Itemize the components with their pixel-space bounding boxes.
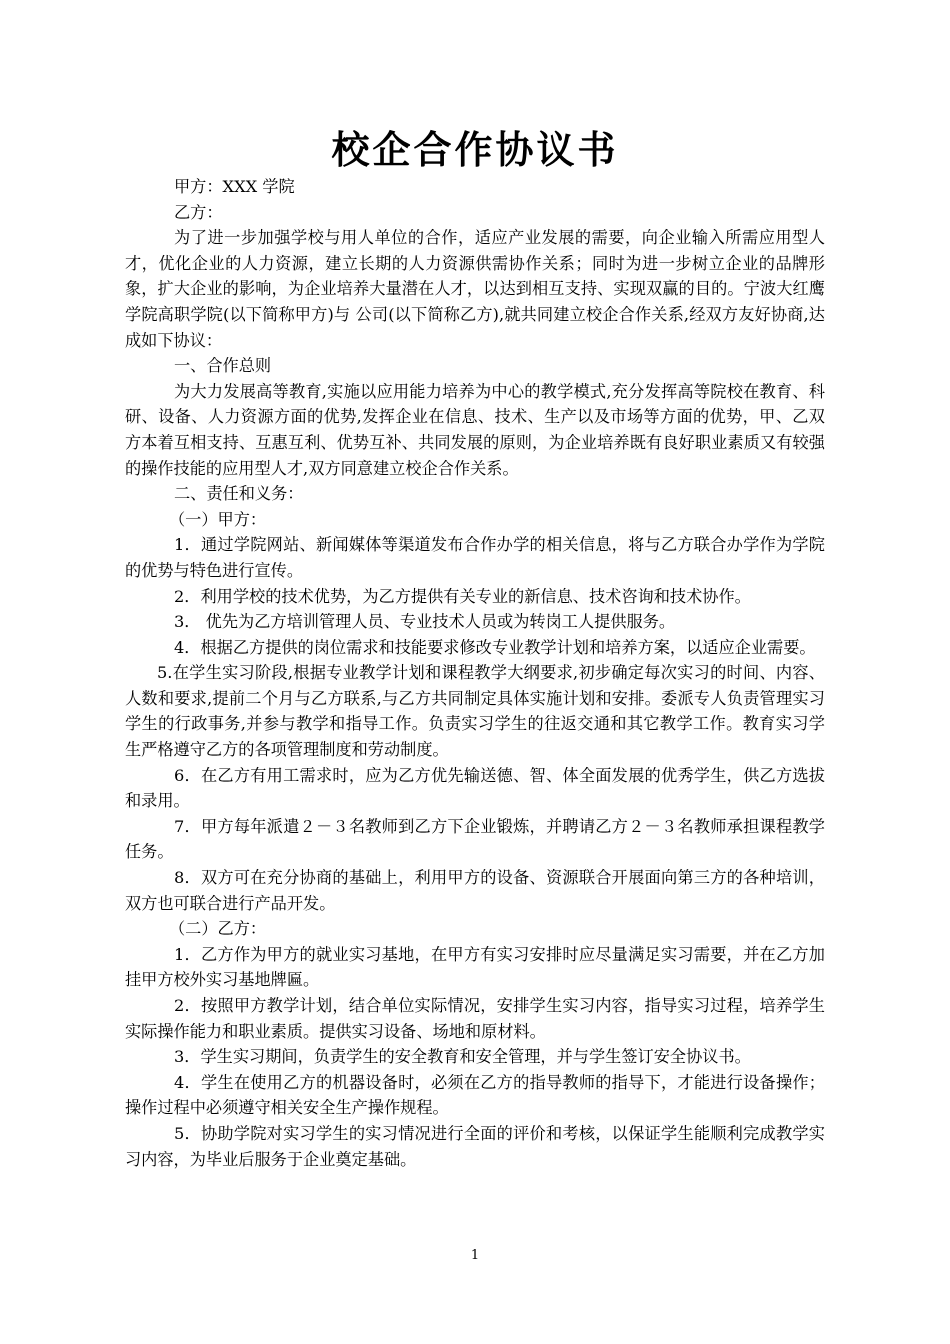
section1-heading: 一、合作总则 bbox=[174, 356, 272, 376]
party-a-item: 7．甲方每年派遣２－３名教师到乙方下企业锻炼，并聘请乙方２－３名教师承担课程教学任务。 bbox=[125, 816, 825, 862]
party-b-item: 1．乙方作为甲方的就业实习基地，在甲方有实习安排时应尽量满足实习需要，并在乙方加挂甲方校外实习基地牌匾。 bbox=[125, 944, 825, 990]
party-a-item: 5.在学生实习阶段,根据专业教学计划和课程教学大纲要求,初步确定每次实习的时间、内容、人数和要求,提前二个月与乙方联系,与乙方共同制定具体实施计划和安排。委派专人负责管理实习学生的行政事务,并参与教学和指导工作。负责实习学生的往返交通和其它教学工作。教育实习学生严格遵守乙方的各项管理制度和劳动制度。 bbox=[125, 663, 825, 760]
party-a-item: 2．利用学校的技术优势，为乙方提供有关专业的新信息、技术咨询和技术协作。 bbox=[174, 586, 751, 606]
party-a-line: 甲方：XXX 学院 bbox=[174, 177, 295, 196]
party-b-line: 乙方： bbox=[174, 202, 223, 222]
party-a-item: 6．在乙方有用工需求时，应为乙方优先输送德、智、体全面发展的优秀学生，供乙方选拔和录用。 bbox=[125, 765, 825, 811]
party-b-item: 3．学生实习期间，负责学生的安全教育和安全管理，并与学生签订安全协议书。 bbox=[174, 1047, 751, 1067]
document-title: 校企合作协议书 bbox=[331, 128, 619, 172]
document-body bbox=[125, 174, 825, 1172]
party-b-item: 2．按照甲方教学计划，结合单位实际情况，安排学生实习内容，指导实习过程，培养学生实际操作能力和职业素质。提供实习设备、场地和原材料。 bbox=[125, 996, 825, 1041]
intro-paragraph: 为了进一步加强学校与用人单位的合作，适应产业发展的需要，向企业输入所需应用型人才，优化企业的人力资源，建立长期的人力资源供需协作关系；同时为进一步树立企业的品牌形象，扩大企业的影响，为企业培养大量潜在人才，以达到相互支持、实现双赢的目的。宁波大红鹰学院高职学院(以下简称甲方)与 公司(以下简称乙方),就共同建立校企合作关系,经双方友好协商,达成如下协议： bbox=[125, 228, 825, 350]
party-a-item: 1．通过学院网站、新闻媒体等渠道发布合作办学的相关信息，将与乙方联合办学作为学院的优势与特色进行宣传。 bbox=[125, 535, 825, 580]
party-a-heading: （一）甲方： bbox=[169, 509, 267, 529]
section2-heading: 二、责任和义务： bbox=[174, 484, 304, 504]
party-b-item: 5．协助学院对实习学生的实习情况进行全面的评价和考核，以保证学生能顺利完成教学实习内容，为毕业后服务于企业奠定基础。 bbox=[125, 1123, 825, 1169]
party-b-item: 4．学生在使用乙方的机器设备时，必须在乙方的指导教师的指导下，才能进行设备操作；操作过程中必须遵守相关安全生产操作规程。 bbox=[125, 1072, 825, 1118]
section1-paragraph: 为大力发展高等教育,实施以应用能力培养为中心的教学模式,充分发挥高等院校在教育、科研、设备、人力资源方面的优势,发挥企业在信息、技术、生产以及市场等方面的优势，甲、乙双方本着互相支持、互惠互利、优势互补、共同发展的原则，为企业培养既有良好职业素质又有较强的操作技能的应用型人才,双方同意建立校企合作关系。 bbox=[125, 381, 825, 478]
party-b-heading: （二）乙方： bbox=[169, 919, 267, 939]
page-number: 1 bbox=[470, 1248, 480, 1263]
party-a-item: 4．根据乙方提供的岗位需求和技能要求修改专业教学计划和培养方案，以适应企业需要。 bbox=[174, 637, 816, 657]
party-a-item: 3． 优先为乙方培训管理人员、专业技术人员或为转岗工人提供服务。 bbox=[174, 612, 676, 632]
party-a-item: 8．双方可在充分协商的基础上，利用甲方的设备、资源联合开展面向第三方的各种培训，双方也可联合进行产品开发。 bbox=[125, 868, 825, 913]
